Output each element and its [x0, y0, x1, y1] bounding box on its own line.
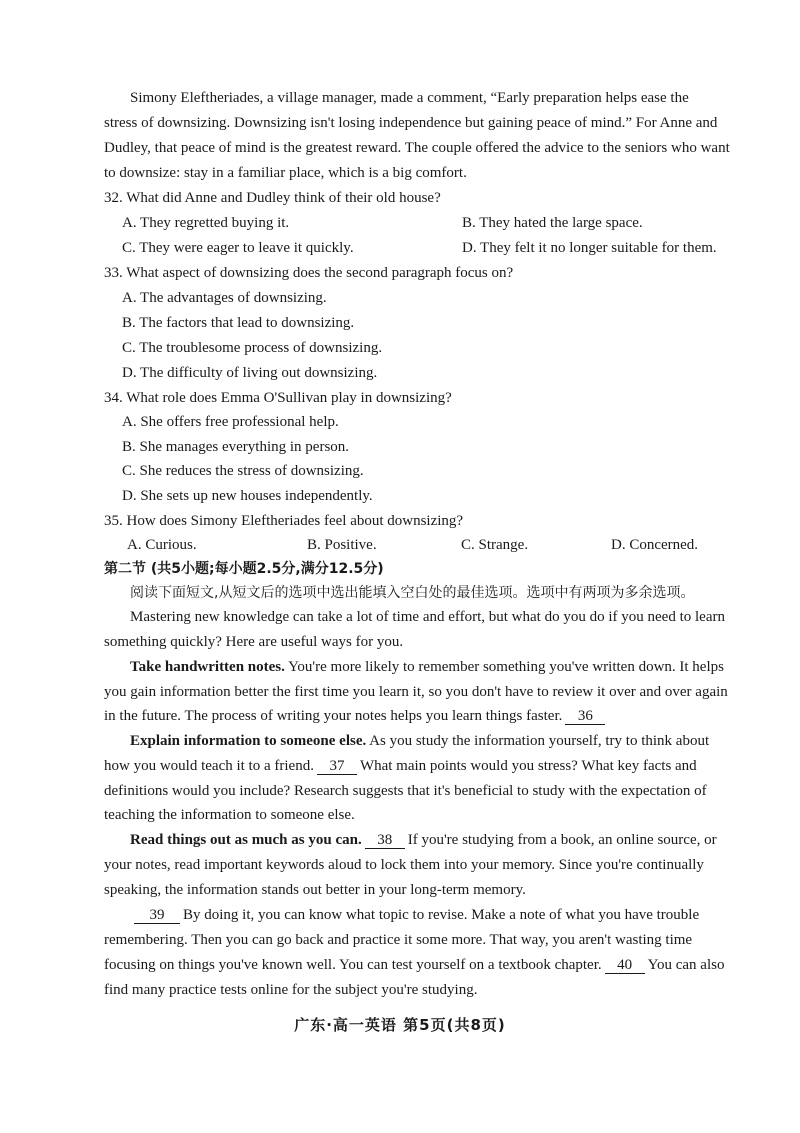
blank-36: 36	[565, 708, 605, 725]
passage-line: stress of downsizing. Downsizing isn't losing independence but gaining peace of mind.” For Anne and	[104, 115, 718, 131]
intro-line: something quickly? Here are useful ways for you.	[104, 634, 404, 650]
page-footer: 广东·高一英语 第5页(共8页)	[294, 1016, 506, 1034]
question-33-option-d: D. The difficulty of living out downsizing.	[122, 365, 378, 381]
paragraph-4-line-1: 39 By doing it, you can know what topic to revise. Make a note of what you have trouble	[104, 905, 756, 925]
question-35-stem: 35. How does Simony Eleftheriades feel about downsizing?	[104, 513, 464, 529]
section-heading: 第二节 (共5小题;每小题2.5分,满分12.5分)	[104, 561, 384, 577]
question-32-option-b: B. They hated the large space.	[462, 215, 643, 231]
section-instruction: 阅读下面短文,从短文后的选项中选出能填入空白处的最佳选项。选项中有两项为多余选项。	[130, 585, 695, 601]
question-33-option-a: A. The advantages of downsizing.	[122, 290, 327, 306]
blank-37: 37	[317, 758, 357, 775]
paragraph-4-line-3: focusing on things you've known well. You can test yourself on a textbook chapter. 40 You can also	[104, 957, 725, 973]
paragraph-2-line-2: how you would teach it to a friend. 37 What main points would you stress? What key facts and	[104, 758, 697, 774]
blank-39: 39	[134, 907, 180, 924]
paragraph-2-line-1: Explain information to someone else. As you study the information yourself, try to think about	[130, 733, 710, 749]
paragraph-1-line-2: you gain information better the first time you learn it, so you don't have to review it over and over again	[104, 684, 728, 700]
question-35-option-b: B. Positive.	[307, 537, 377, 553]
paragraph-4-line-2: remembering. Then you can go back and practice it some more. That way, you aren't wasting time	[104, 932, 693, 948]
passage-line: to downsize: stay in a familiar place, which is a big comfort.	[104, 165, 467, 181]
question-32-option-a: A. They regretted buying it.	[122, 215, 290, 231]
paragraph-1-line-3: in the future. The process of writing your notes helps you learn things faster. 36	[104, 706, 756, 726]
blank-38: 38	[365, 832, 405, 849]
passage-line: Simony Eleftheriades, a village manager, made a comment, “Early preparation helps ease the	[130, 90, 689, 106]
heading-explain-information: Explain information to someone else.	[130, 733, 367, 749]
paragraph-3-line-2: your notes, read important keywords aloud to lock them into your memory. Since you're continually	[104, 857, 704, 873]
question-34-option-a: A. She offers free professional help.	[122, 414, 339, 430]
paragraph-2-line-3: definitions would you include? Research suggests that it's beneficial to study with the expectation of	[104, 783, 707, 799]
question-32-option-c: C. They were eager to leave it quickly.	[122, 240, 354, 256]
question-35-option-c: C. Strange.	[461, 537, 529, 553]
intro-line: Mastering new knowledge can take a lot of time and effort, but what do you do if you need to learn	[130, 609, 725, 625]
question-35-option-a: A. Curious.	[127, 537, 197, 553]
paragraph-3-line-3: speaking, the information stands out better in your long-term memory.	[104, 882, 526, 898]
question-32-option-d: D. They felt it no longer suitable for them.	[462, 240, 717, 256]
heading-handwritten-notes: Take handwritten notes.	[130, 659, 285, 675]
passage-line: Dudley, that peace of mind is the greatest reward. The couple offered the advice to the seniors who want	[104, 140, 730, 156]
question-33-option-b: B. The factors that lead to downsizing.	[122, 315, 355, 331]
question-32-stem: 32. What did Anne and Dudley think of their old house?	[104, 190, 441, 206]
question-34-option-d: D. She sets up new houses independently.	[122, 488, 373, 504]
question-35-option-d: D. Concerned.	[611, 537, 699, 553]
paragraph-1-line-1: Take handwritten notes. You're more likely to remember something you've written down. It helps	[130, 659, 724, 675]
question-33-option-c: C. The troublesome process of downsizing.	[122, 340, 383, 356]
paragraph-4-line-4: find many practice tests online for the subject you're studying.	[104, 982, 478, 998]
paragraph-3-line-1: Read things out as much as you can. 38 If you're studying from a book, an online source, or	[130, 832, 717, 848]
question-34-stem: 34. What role does Emma O'Sullivan play in downsizing?	[104, 390, 452, 406]
question-33-stem: 33. What aspect of downsizing does the second paragraph focus on?	[104, 265, 514, 281]
question-34-option-b: B. She manages everything in person.	[122, 439, 350, 455]
blank-40: 40	[605, 957, 645, 974]
question-34-option-c: C. She reduces the stress of downsizing.	[122, 463, 364, 479]
heading-read-aloud: Read things out as much as you can.	[130, 832, 362, 848]
paragraph-2-line-4: teaching the information to someone else.	[104, 807, 355, 823]
